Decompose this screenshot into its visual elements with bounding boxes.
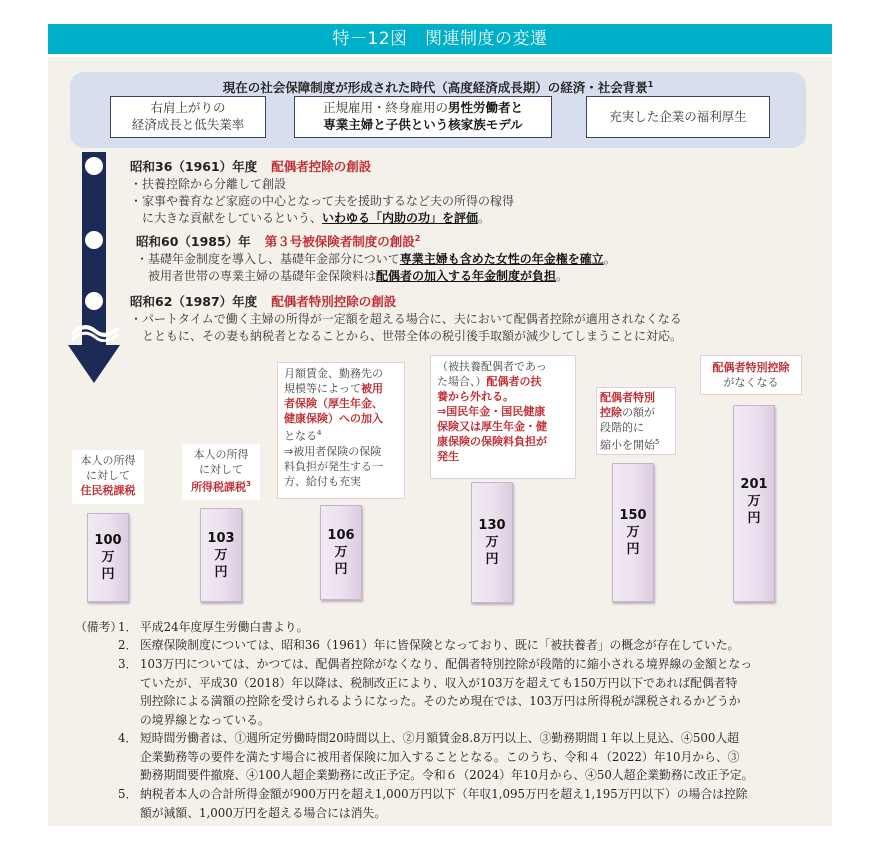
note-201: 配偶者特別控除 がなくなる — [700, 355, 802, 395]
background-card-family-model: 正規雇用・終身雇用の男性労働者と 専業主婦と子供という核家族モデル — [294, 96, 552, 138]
remark-1: 1． 平成24年度厚生労働白書より。 — [118, 620, 309, 634]
remark-3: 3． 103万円については、かつては、配偶者控除がなくなり、配偶者特別控除が段階的に縮小される境界線の金額となっ ていたが、平成30（2018）年以降は、税制改正により、収入が103万を超えても150万円以下であれば配偶者特 別控除による満額の控除を受けられるようになった。そのため現在では、103万円は所得税が課税されるかどうか の境界線となっている。 — [118, 657, 753, 727]
note-106: 月額賃金、勤務先の 規模等によって被用 者保険（厚生年金、 健康保険）への加入 となる$^4$ ⇒被用者保険の保険 料負担が発生する一 方、給付も充実 — [277, 362, 405, 499]
timeline-arrow — [82, 152, 106, 347]
background-card-economy: 右肩上がりの 経済成長と低失業率 — [110, 96, 266, 138]
bar-103: 103 万 円 — [200, 508, 242, 602]
break-wave-icon — [70, 320, 120, 342]
era-1961-line: に大きな貢献をしているという、いわゆる「内助の功」を評価。 — [130, 211, 491, 225]
timeline-dot — [85, 292, 103, 310]
figure-title: 特－12図 関連制度の変遷 — [48, 24, 832, 54]
era-heading-1985: 昭和60（1985）年 第３号被保険者制度の創設$^2$ — [136, 233, 421, 249]
bar-130: 130 万 円 — [471, 482, 513, 603]
era-1985-line: ・基礎年金制度を導入し、基礎年金部分について専業主婦も含めた女性の年金権を確立。 — [136, 252, 616, 266]
timeline-arrow-head — [68, 345, 120, 383]
era-1987-line: とともに、その妻も納税者となることから、世帯全体の税引後手取額が減少してしまうことに対応。 — [130, 329, 683, 343]
note-103: 本人の所得 に対して 所得税課税$^3$ — [182, 444, 260, 500]
era-heading-1987: 昭和62（1987）年度 配偶者特別控除の創設 — [130, 294, 397, 309]
timeline-dot — [85, 231, 103, 249]
remark-2: 2． 医療保険制度については、昭和36（1961）年に皆保険となっており、既に「被扶養者」の概念が存在していた。 — [118, 638, 740, 652]
bar-100: 100 万 円 — [87, 513, 129, 602]
era-heading-1961: 昭和36（1961）年度 配偶者控除の創設 — [130, 159, 372, 174]
timeline-dot — [85, 157, 103, 175]
era-1987-line: ・パートタイムで働く主婦の所得が一定額を超える場合に、夫において配偶者控除が適用されなくなる — [130, 312, 682, 326]
note-130: （被扶養配偶者であっ た場合、）配偶者の扶 養から外れる。 ⇒国民年金・国民健康 保険又は厚生年金・健 康保険の保険料負担が 発生 — [430, 355, 576, 479]
bar-150: 150 万 円 — [612, 463, 654, 602]
remark-4: 4． 短時間労働者は、①週所定労働時間20時間以上、②月額賃金8.8万円以上、③勤務期間１年以上見込、④500人超 企業勤務等の要件を満たす場合に被用者保険に加入することとなる。このうち、令和４（2022）年10月から、③ 勤務期間要件撤廃、④100人超企業勤務に改正予定。令和６（2024）年10月から、④50人超企業勤務に改正予定。 — [118, 731, 754, 782]
remarks-prefix: （備考） — [75, 620, 123, 634]
era-1961-line: ・扶養控除から分離して創設 — [130, 177, 287, 191]
era-1985-line: 被用者世帯の専業主婦の基礎年金保険料は配偶者の加入する年金制度が負担。 — [136, 269, 569, 283]
background-card-welfare: 充実した企業の福利厚生 — [586, 96, 770, 138]
background-heading: 現在の社会保障制度が形成された時代（高度経済成長期）の経済・社会背景$^1$ — [222, 79, 654, 95]
note-100: 本人の所得 に対して 住民税課税 — [72, 450, 144, 504]
remark-5: 5． 納税者本人の合計所得金額が900万円を超え1,000万円以下（年収1,095万円を超え1,195万円以下）の場合は控除 額が減額、1,000万円を超える場合には消失。 — [118, 787, 748, 820]
bar-106: 106 万 円 — [320, 505, 362, 600]
bar-201: 201 万 円 — [733, 405, 775, 602]
note-150: 配偶者特別 控除の額が 段階的に 縮小を開始$^5$ — [596, 387, 676, 455]
era-1961-line: ・家事や養育など家庭の中心となって夫を援助するなど夫の所得の稼得 — [130, 194, 515, 208]
